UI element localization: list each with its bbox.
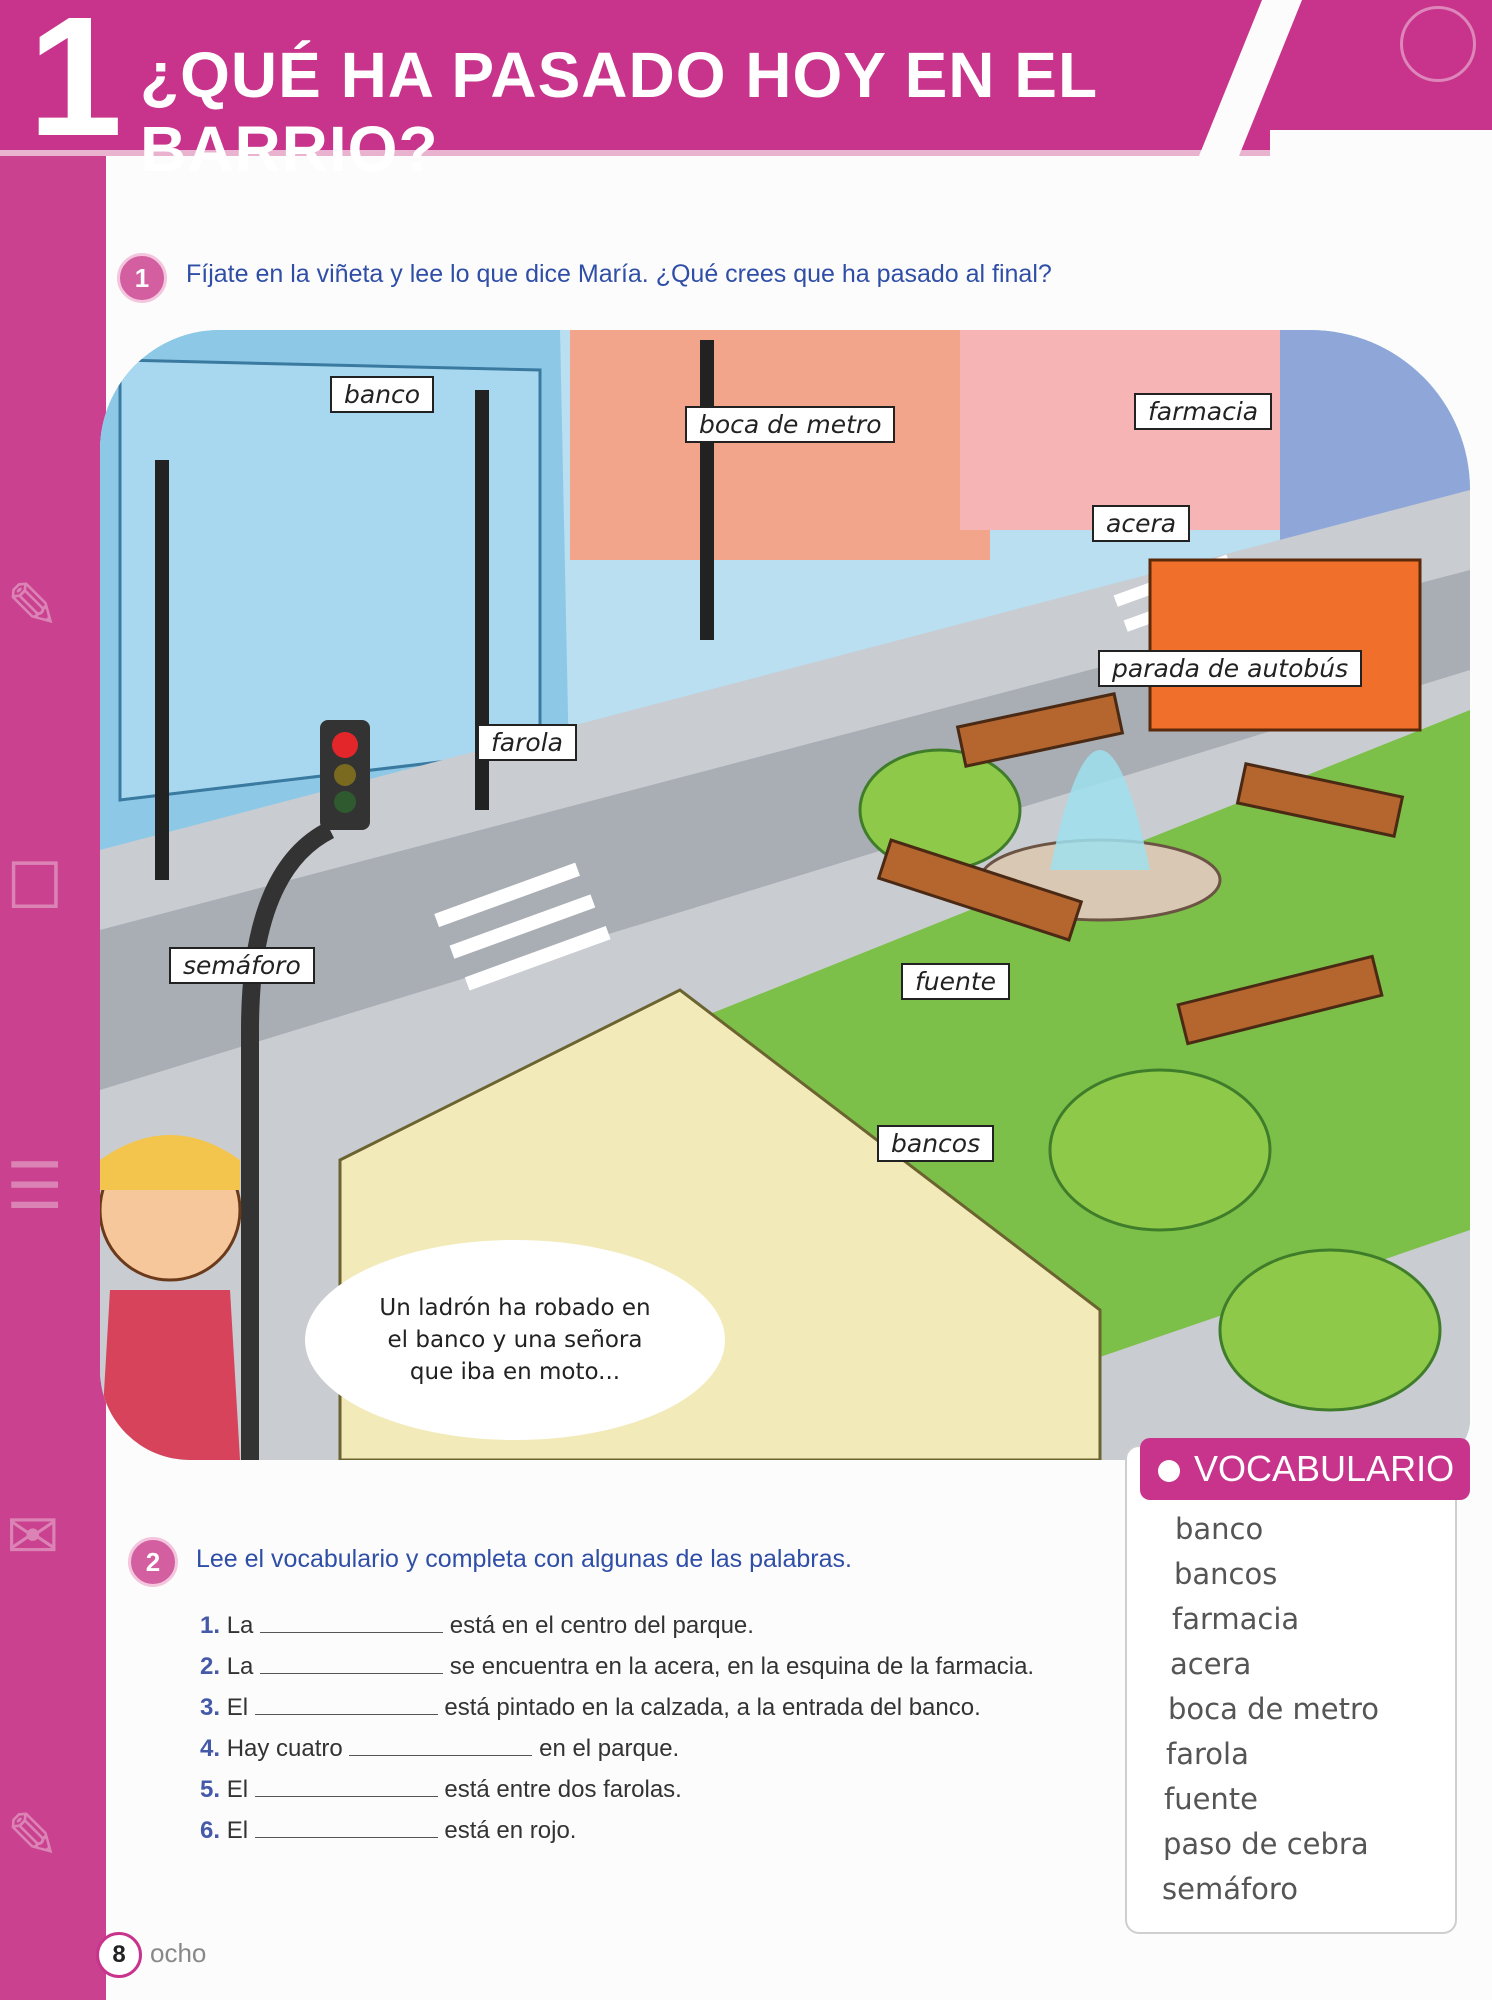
vocabulary-word: acera [1170,1647,1252,1681]
unit-header [0,0,1270,185]
label-acera: acera [1092,505,1190,542]
item-text-before: El [226,1776,249,1803]
vocabulary-word: paso de cebra [1163,1827,1369,1861]
answer-blank[interactable] [260,1612,443,1633]
item-text-after: en el parque. [539,1735,680,1762]
exercise-2-item [200,1776,682,1804]
doodle-icon: ✉ [6,1500,60,1574]
answer-blank[interactable] [349,1735,532,1756]
item-number: 2. [200,1653,221,1680]
speech-bubble [305,1240,725,1440]
label-bancos: bancos [877,1125,994,1162]
vocabulary-word: fuente [1164,1782,1259,1816]
item-number: 4. [200,1735,221,1762]
item-text-before: Hay cuatro [226,1735,343,1762]
item-text-after: está entre dos farolas. [444,1776,682,1803]
item-text-after: está en el centro del parque. [449,1612,754,1639]
vocabulary-title: VOCABULARIO [1194,1448,1455,1489]
label-farola: farola [477,724,577,761]
item-number: 6. [200,1817,221,1844]
label-banco: banco [330,376,434,413]
exercise-2-item [200,1817,576,1845]
unit-number: 1 [28,0,123,172]
page-number: 8 [96,1932,142,1978]
vocabulary-word: banco [1175,1512,1264,1546]
item-text-before: El [226,1694,249,1721]
left-decorative-stripe [0,150,106,2000]
speech-line: Un ladrón ha robado en [379,1295,651,1321]
doodle-icon: ☰ [6,1150,64,1224]
item-text-after: está en rojo. [444,1817,577,1844]
label-boca-de-metro: boca de metro [685,406,895,443]
doodle-icon: ✎ [6,570,60,644]
item-text-before: El [226,1817,249,1844]
vocabulary-word: farmacia [1172,1602,1300,1636]
vocabulary-word: farola [1166,1737,1249,1771]
item-text-before: La [226,1653,254,1680]
answer-blank[interactable] [255,1776,438,1797]
exercise-2-number: 2 [128,1537,178,1587]
answer-blank[interactable] [260,1653,443,1674]
answer-blank[interactable] [255,1817,438,1838]
item-number: 3. [200,1694,221,1721]
item-number: 1. [200,1612,221,1639]
globe-icon [1400,6,1476,82]
speech-line: que iba en moto... [409,1359,621,1385]
exercise-2-item [200,1694,981,1722]
vocabulary-word: semáforo [1162,1872,1298,1906]
vocabulary-word: bancos [1174,1557,1278,1591]
exercise-1-instruction: Fíjate en la viñeta y lee lo que dice María. ¿Qué crees que ha pasado al final? [186,260,1052,288]
label-semaforo: semáforo [169,947,315,984]
item-text-after: está pintado en la calzada, a la entrada del banco. [444,1694,981,1721]
label-farmacia: farmacia [1134,393,1272,430]
item-text-before: La [226,1612,254,1639]
neighborhood-illustration [100,330,1470,1460]
item-number: 5. [200,1776,221,1803]
vocabulary-word: boca de metro [1168,1692,1380,1726]
label-fuente: fuente [901,963,1010,1000]
bullet-icon [1158,1460,1180,1482]
answer-blank[interactable] [255,1694,438,1715]
page-word: ocho [150,1938,207,1968]
item-text-after: se encuentra en la acera, en la esquina de la farmacia. [449,1653,1035,1680]
doodle-icon: ☐ [6,850,64,924]
exercise-2-item [200,1735,679,1763]
unit-title: ¿QUÉ HA PASADO HOY EN EL BARRIO? [140,39,1097,185]
exercise-1-number: 1 [117,253,167,303]
exercise-2-item [200,1612,754,1640]
vocabulary-header [1140,1438,1470,1500]
label-parada-de-autobus: parada de autobús [1098,650,1362,687]
scene-drawing [100,330,1470,1460]
exercise-2-item [200,1653,1034,1681]
exercise-2-instruction: Lee el vocabulario y completa con algunas de las palabras. [196,1545,852,1573]
doodle-icon: ✎ [6,1800,60,1874]
speech-line: el banco y una señora [387,1327,643,1353]
